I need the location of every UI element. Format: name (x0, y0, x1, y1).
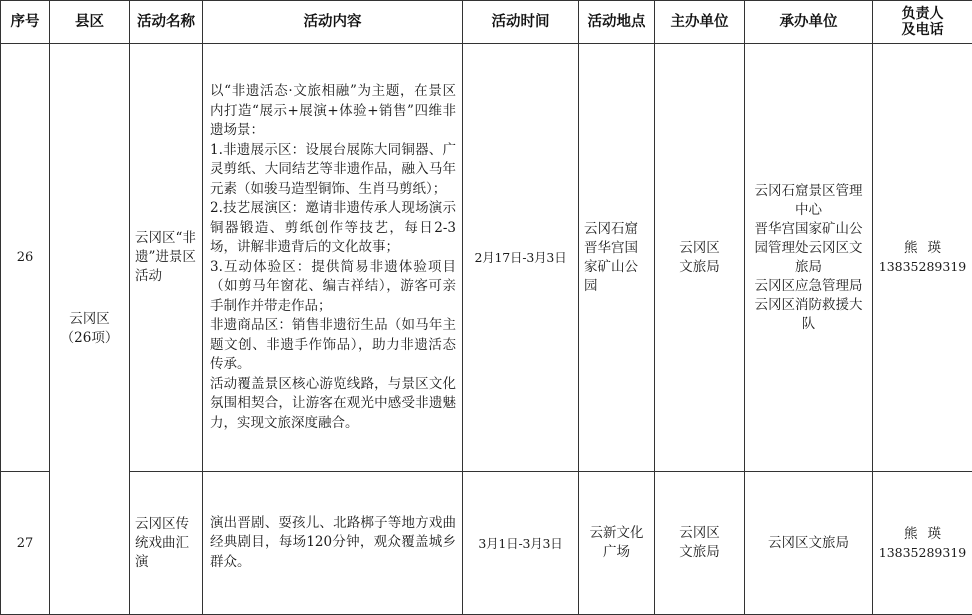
row-26-content-item2: 2.技艺展演区：邀请非遗传承人现场演示铜器锻造、剪纸创作等技艺，每日2-3场，讲解非遗背后的文化故事； (210, 200, 456, 255)
row-27-activity-name: 云冈区传统戏曲汇演 (130, 472, 203, 615)
row-27-time: 3月1日-3月3日 (463, 472, 579, 615)
table-row (1, 472, 972, 615)
row-27-content (203, 472, 463, 615)
row-26-organizers (745, 44, 873, 472)
header-row (1, 1, 972, 44)
row-27-seq: 27 (1, 472, 50, 615)
row-26-content-summary: 活动覆盖景区核心游览线路，与景区文化氛围相契合，让游客在观光中感受非遗魅力，实现文旅深度融合。 (210, 375, 456, 431)
row-26-contact (873, 44, 972, 472)
header-content: 活动内容 (203, 1, 463, 44)
header-host: 主办单位 (655, 1, 745, 44)
header-activity-name: 活动名称 (130, 1, 203, 44)
row-26-content-intro: 以“非遗活态·文旅相融”为主题，在景区内打造“展示+展演+体验+销售”四维非遗场景： (210, 83, 456, 138)
row-26-content-item1: 1.非遗展示区：设展台展陈大同铜器、广灵剪纸、大同结艺等非遗作品，融入马年元素（如骏马造型铜饰、生肖马剪纸）； (210, 141, 456, 197)
county-count: （26项） (60, 330, 119, 346)
row-26-organizer-1: 云冈石窟景区管理中心 (754, 182, 863, 218)
row-26-organizer-4: 云冈区消防救援大队 (754, 296, 863, 332)
header-contact-line2: 及电话 (901, 22, 944, 38)
header-contact (873, 1, 972, 44)
header-organizer: 承办单位 (745, 1, 873, 44)
row-27-organizer-1: 云冈区文旅局 (768, 534, 849, 551)
row-26-organizer-2: 晋华宫国家矿山公园管理处云冈区文旅局 (754, 220, 863, 275)
row-26-host: 云冈区文旅局 (655, 44, 745, 472)
row-26-place: 云冈石窟晋华宫国家矿山公园 (579, 44, 655, 472)
row-26-contact-phone: 13835289319 (878, 259, 967, 274)
table-row (1, 44, 972, 472)
county-name: 云冈区 (69, 311, 110, 327)
row-27-contact-name: 熊瑛 (904, 525, 951, 542)
row-26-content-item4: 非遗商品区：销售非遗衍生品（如马年主题文创、非遗手作饰品），助力非遗活态传承。 (210, 317, 456, 372)
row-27-organizers (745, 472, 873, 615)
header-time: 活动时间 (463, 1, 579, 44)
row-27-host: 云冈区文旅局 (655, 472, 745, 615)
header-contact-line1: 负责人 (901, 6, 944, 22)
row-27-contact (873, 472, 972, 615)
row-26-organizer-3: 云冈区应急管理局 (754, 277, 863, 294)
row-26-content-item3: 3.互动体验区：提供简易非遗体验项目（如剪马年窗花、编吉祥结），游客可亲手制作并带走作品； (210, 258, 456, 314)
row-26-activity-name: 云冈区“非遗”进景区活动 (130, 44, 203, 472)
header-county: 县区 (50, 1, 130, 44)
header-place: 活动地点 (579, 1, 655, 44)
row-26-content (203, 44, 463, 472)
row-27-content-text: 演出晋剧、耍孩儿、北路梆子等地方戏曲经典剧目，每场120分钟，观众覆盖城乡群众。 (210, 514, 456, 570)
row-26-seq: 26 (1, 44, 50, 472)
county-cell (50, 44, 130, 615)
row-26-contact-name: 熊瑛 (904, 240, 951, 256)
row-26-time: 2月17日-3月3日 (463, 44, 579, 472)
row-27-contact-phone: 13835289319 (878, 544, 967, 560)
row-27-place: 云新文化广场 (579, 472, 655, 615)
header-seq: 序号 (1, 1, 50, 44)
